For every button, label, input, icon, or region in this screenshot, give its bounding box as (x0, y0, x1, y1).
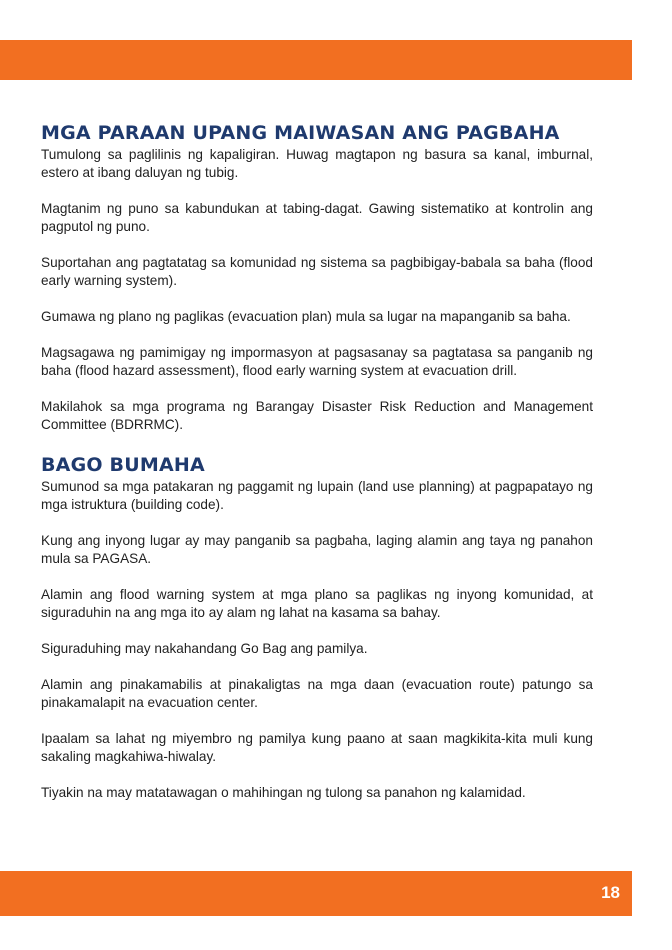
paragraph: Kung ang inyong lugar ay may panganib sa pagbaha, laging alamin ang taya ng panahon mula sa PAGASA. (41, 533, 593, 566)
paragraph: Makilahok sa mga programa ng Barangay Disaster Risk Reduction and Management Committee (BDRRMC). (41, 399, 593, 432)
paragraph: Tumulong sa paglilinis ng kapaligiran. Huwag magtapon ng basura sa kanal, imburnal, estero at ibang daluyan ng tubig. (41, 147, 593, 180)
section-title-before-flood: BAGO BUMAHA (41, 454, 205, 476)
paragraph: Suportahan ang pagtatatag sa komunidad ng sistema sa pagbibigay-babala sa baha (flood early warning system). (41, 255, 593, 288)
section-title-flood-prevention: MGA PARAAN UPANG MAIWASAN ANG PAGBAHA (41, 122, 560, 144)
paragraph: Ipaalam sa lahat ng miyembro ng pamilya kung paano at saan magkikita-kita muli kung sakaling magkahiwa-hiwalay. (41, 731, 593, 764)
paragraph: Tiyakin na may matatawagan o mahihingan ng tulong sa panahon ng kalamidad. (41, 785, 526, 800)
paragraph: Gumawa ng plano ng paglikas (evacuation plan) mula sa lugar na mapanganib sa baha. (41, 309, 571, 324)
paragraph: Magtanim ng puno sa kabundukan at tabing-dagat. Gawing sistematiko at kontrolin ang pagputol ng puno. (41, 201, 593, 234)
page-content (41, 120, 593, 820)
page-number: 18 (601, 883, 620, 902)
footer-band (0, 871, 632, 916)
paragraph: Alamin ang flood warning system at mga plano sa paglikas ng inyong komunidad, at siguraduhin na ang mga ito ay alam ng lahat na kasama sa bahay. (41, 587, 593, 620)
paragraph: Sumunod sa mga patakaran ng paggamit ng lupain (land use planning) at pagpapatayo ng mga istruktura (building code). (41, 479, 593, 512)
paragraph: Alamin ang pinakamabilis at pinakaligtas na mga daan (evacuation route) patungo sa pinakamalapit na evacuation center. (41, 677, 593, 710)
paragraph: Magsagawa ng pamimigay ng impormasyon at pagsasanay sa pagtatasa sa panganib ng baha (flood hazard assessment), flood early warning system at evacuation drill. (41, 345, 593, 378)
paragraph: Siguraduhing may nakahandang Go Bag ang pamilya. (41, 641, 368, 656)
flood-prevention-list (41, 146, 593, 434)
header-band (0, 40, 632, 80)
before-flood-list (41, 478, 593, 802)
